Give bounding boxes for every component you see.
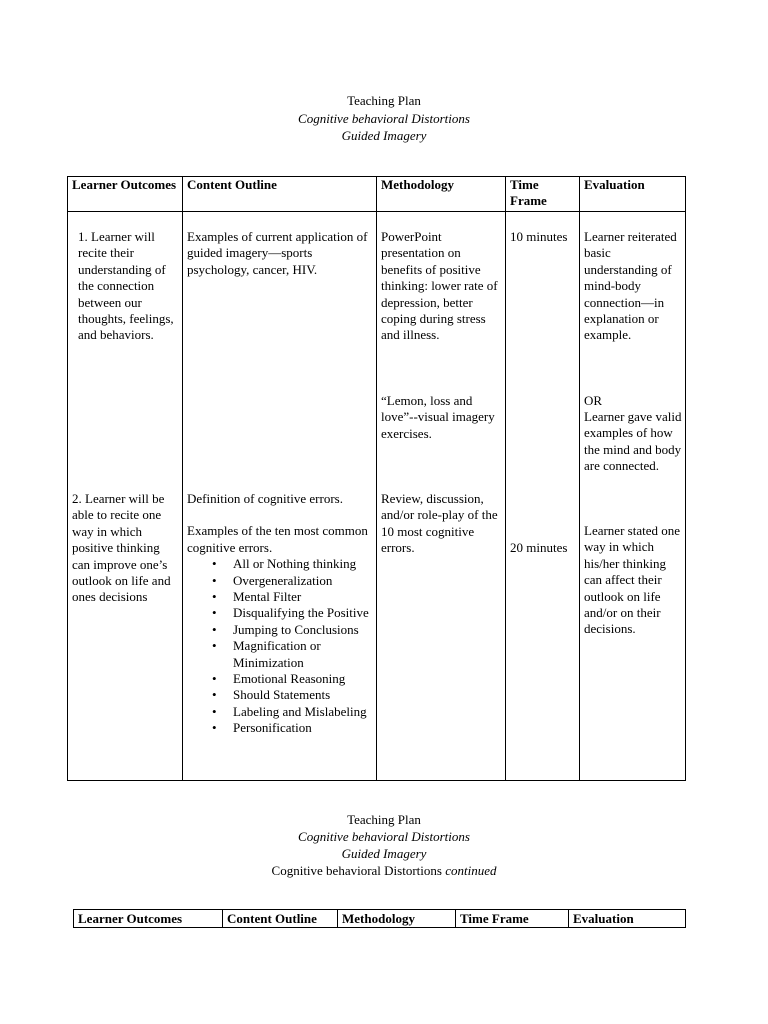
cognitive-errors-list [187,556,373,736]
evaluation-1: Learner reiterated basic understanding of mind-body connection—in explanation or example. [584,229,677,343]
content-cognitive-errors [187,491,373,737]
page-subtitle-distortions: Cognitive behavioral Distortions [298,111,470,126]
content-guided-imagery: Examples of current application of guided imagery—sports psychology, cancer, HIV. [187,229,368,277]
header2-time-frame: Time Frame [456,910,569,928]
page2-subtitle-distortions: Cognitive behavioral Distortions [298,829,470,844]
teaching-plan-table [67,176,686,781]
header2-methodology: Methodology [338,910,456,928]
list-item: • Emotional Reasoning [187,671,373,687]
header2-learner-outcomes: Learner Outcomes [74,910,223,928]
continued-word: continued [445,863,497,878]
list-item: • Mental Filter [187,589,373,605]
table2-header-row [74,910,686,928]
learner-outcomes-cell [68,212,183,781]
time-frame-cell [506,212,580,781]
header2-content-outline: Content Outline [223,910,338,928]
method-review: Review, discussion, and/or role-play of the 10 most cognitive errors. [381,491,498,556]
content-outline-cell [183,212,377,781]
table-body-row [68,212,686,781]
list-item: • Jumping to Conclusions [187,622,373,638]
method-visual-imagery: “Lemon, loss and love”--visual imagery exercises. [381,393,495,441]
header-evaluation: Evaluation [580,177,686,212]
page2-subtitle-imagery: Guided Imagery [341,846,427,861]
outcome-2: 2. Learner will be able to recite one way in which positive thinking can improve one’s outlook on life and ones decisions [72,491,171,605]
header-time-frame: Time Frame [506,177,580,212]
outcome-1: 1. Learner will recite their understanding of the connection between our thoughts, feelings, and behaviors. [78,229,174,343]
list-item: • Overgeneralization [187,573,373,589]
list-item: • All or Nothing thinking [187,556,373,572]
content-definition: Definition of cognitive errors. [187,491,343,506]
header-methodology: Methodology [377,177,506,212]
list-item: • Magnification or Minimization [187,638,373,671]
teaching-plan-table-continued [73,909,686,928]
header2-evaluation: Evaluation [569,910,686,928]
page-title: Teaching Plan [347,93,421,108]
content-examples: Examples of the ten most common cognitive errors. [187,523,368,555]
table-header-row [68,177,686,212]
page2-title: Teaching Plan [347,812,421,827]
time-frame-1: 10 minutes [510,229,568,244]
evaluation-cell [580,212,686,781]
methodology-cell [377,212,506,781]
evaluation-2: Learner gave valid examples of how the mind and body are connected. [584,409,682,474]
time-frame-2: 20 minutes [510,540,568,555]
continued-prefix: Cognitive behavioral Distortions [271,863,446,878]
header-learner-outcomes: Learner Outcomes [68,177,183,212]
page-subtitle-imagery: Guided Imagery [341,128,427,143]
method-powerpoint: PowerPoint presentation on benefits of positive thinking: lower rate of depression, better coping during stress and illness. [381,229,498,343]
list-item: • Disqualifying the Positive [187,605,373,621]
list-item: • Personification [187,720,373,736]
list-item: • Labeling and Mislabeling [187,704,373,720]
evaluation-3: Learner stated one way in which his/her thinking can affect their outlook on life and/or on their decisions. [584,523,681,637]
page2-continued-heading [0,863,768,879]
header-content-outline: Content Outline [183,177,377,212]
evaluation-or: OR [584,393,603,408]
list-item: • Should Statements [187,687,373,703]
